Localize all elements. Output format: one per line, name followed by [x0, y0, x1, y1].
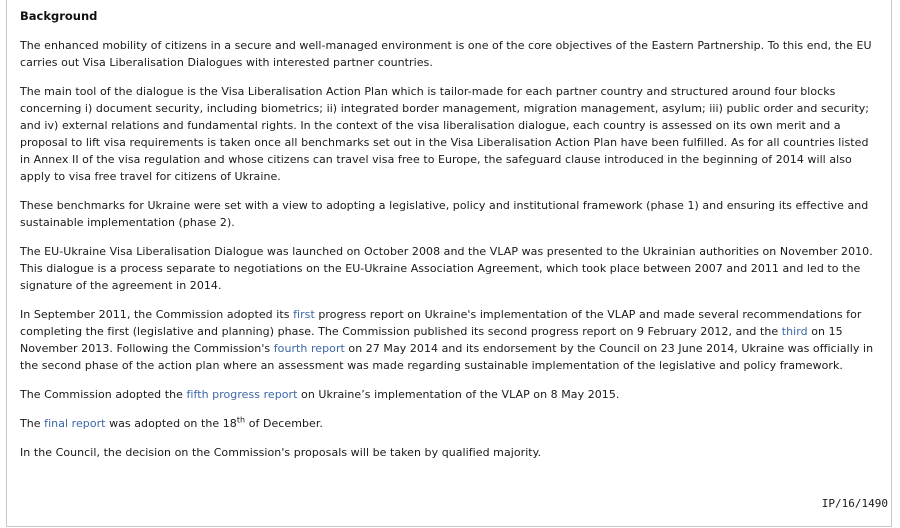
paragraph-council-decision: In the Council, the decision on the Commission's proposals will be taken by qualified majority. — [20, 446, 542, 459]
paragraph-progress-reports — [20, 306, 878, 374]
text-segment: The — [20, 417, 45, 430]
paragraph-benchmarks: These benchmarks for Ukraine were set with a view to adopting a legislative, policy and institutional framework (phase 1) and ensuring its effective and sustainable implementation (phase 2). — [20, 199, 869, 229]
text-segment: on 15 November 2013. Following the Commission's — [20, 325, 843, 355]
article-content — [20, 8, 878, 473]
paragraph-dialogue-launch: The EU-Ukraine Visa Liberalisation Dialogue was launched on October 2008 and the VLAP was presented to the Ukrainian authorities on November 2010. This dialogue is a process separate to negotiations on the EU-Ukraine Association Agreement, which took place between 2007 and 2011 and led to the signature of the agreement in 2014. — [20, 245, 873, 292]
text-segment: of December. — [245, 417, 323, 430]
third-report-link[interactable]: third — [781, 325, 808, 338]
text-segment: progress report on Ukraine's implementation of the VLAP and made several recommendations for completing the first (legislative and planning) phase. The Commission published its second progress report on 9 February 2012, and the — [20, 308, 862, 338]
text-segment: on Ukraine’s implementation of the VLAP on 8 May 2015. — [297, 388, 620, 401]
final-report-link[interactable]: final report — [44, 417, 106, 430]
text-segment: was adopted on the 18 — [105, 417, 237, 430]
paragraph-fifth-report — [20, 386, 878, 403]
paragraph-action-plan: The main tool of the dialogue is the Visa Liberalisation Action Plan which is tailor-made for each partner country and structured around four blocks concerning i) document security, including biometrics; ii) integrated border management, migration management, asylum; iii) public order and security; and iv) external relations and fundamental rights. In the context of the visa liberalisation dialogue, each country is assessed on its own merit and a proposal to lift visa requirements is taken once all benchmarks set out in the Visa Liberalisation Action Plan have been fulfilled. As for all countries listed in Annex II of the visa regulation and whose citizens can travel visa free to Europe, the safeguard clause introduced in the beginning of 2014 will also apply to visa free travel for citizens of Ukraine. — [20, 85, 870, 183]
text-segment: The Commission adopted the — [20, 388, 187, 401]
paragraph-intro: The enhanced mobility of citizens in a secure and well-managed environment is one of the core objectives of the Eastern Partnership. To this end, the EU carries out Visa Liberalisation Dialogues with interested partner countries. — [20, 39, 872, 69]
fourth-report-link[interactable]: fourth report — [273, 342, 345, 355]
text-segment: on 27 May 2014 and its endorsement by the Council on 23 June 2014, Ukraine was officially in the second phase of the action plan where an assessment was made regarding sustainable implementation of the legislative and policy framework. — [20, 342, 874, 372]
first-report-link[interactable]: first — [293, 308, 315, 321]
paragraph-final-report — [20, 415, 878, 432]
text-segment: In September 2011, the Commission adopted its — [20, 308, 294, 321]
press-release-reference: IP/16/1490 — [821, 497, 888, 510]
ordinal-suffix: th — [236, 415, 246, 425]
fifth-progress-report-link[interactable]: fifth progress report — [186, 388, 298, 401]
section-heading: Background — [20, 9, 98, 23]
